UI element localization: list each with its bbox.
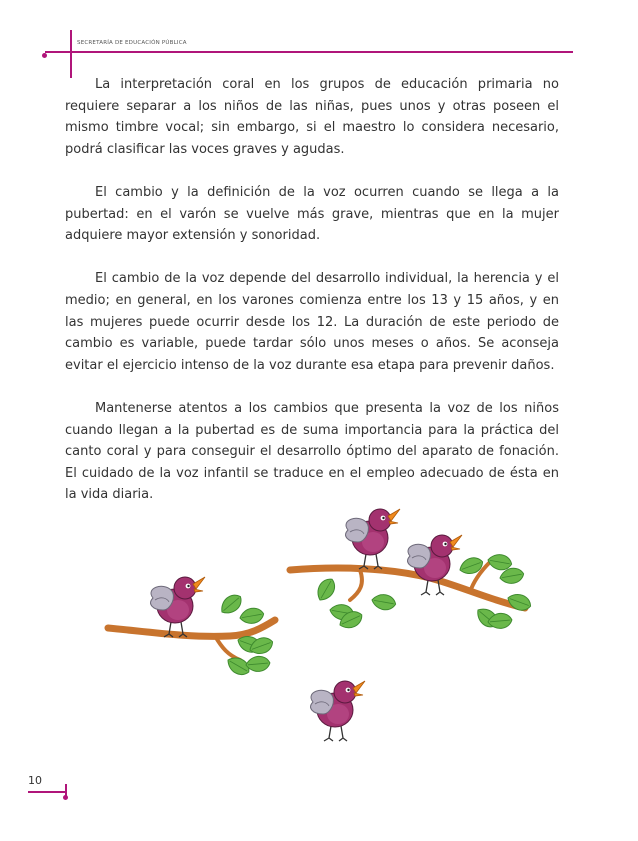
footer-horizontal-rule [28,791,66,793]
page-number: 10 [28,774,42,787]
paragraph-1: La interpretación coral en los grupos de educación primaria no requiere separar a los niños de las niñas, pues unos y otras poseen el mismo timbre vocal; sin embargo, si el maestro lo considera necesario, podrá clasificar las voces graves y agudas. [65,77,559,157]
bird-left [151,577,205,637]
footer-ornament-dot [63,795,68,800]
paragraph-4: Mantenerse atentos a los cambios que presenta la voz de los niños cuando llegan a la pubertad es de suma importancia para la práctica del canto coral y para conseguir el desarrollo óptimo del aparato de fonación. El cuidado de la voz infantil se traduce en el empleo adecuado de ésta en la vida diaria. [65,400,559,503]
paragraph-2: El cambio y la definición de la voz ocurren cuando se llega a la pubertad: en el varón se vuelve más grave, mientras que en la mujer adquiere mayor extensión y sonoridad. [65,184,559,244]
header-agency: SECRETARÍA DE EDUCACIÓN PÚBLICA [77,40,187,46]
bird-top [346,509,400,569]
paragraph-3: El cambio de la voz depende del desarrollo individual, la herencia y el medio; en general, en los varones comienza entre los 13 y 15 años, y en las mujeres puede ocurrir desde los 12. La duración de este periodo de cambio es variable, puede tardar sólo unos meses o años. Se aconseja evitar el ejercicio intenso de la voz durante esa etapa para prevenir daños. [65,271,559,373]
bird-bottom [311,681,365,741]
